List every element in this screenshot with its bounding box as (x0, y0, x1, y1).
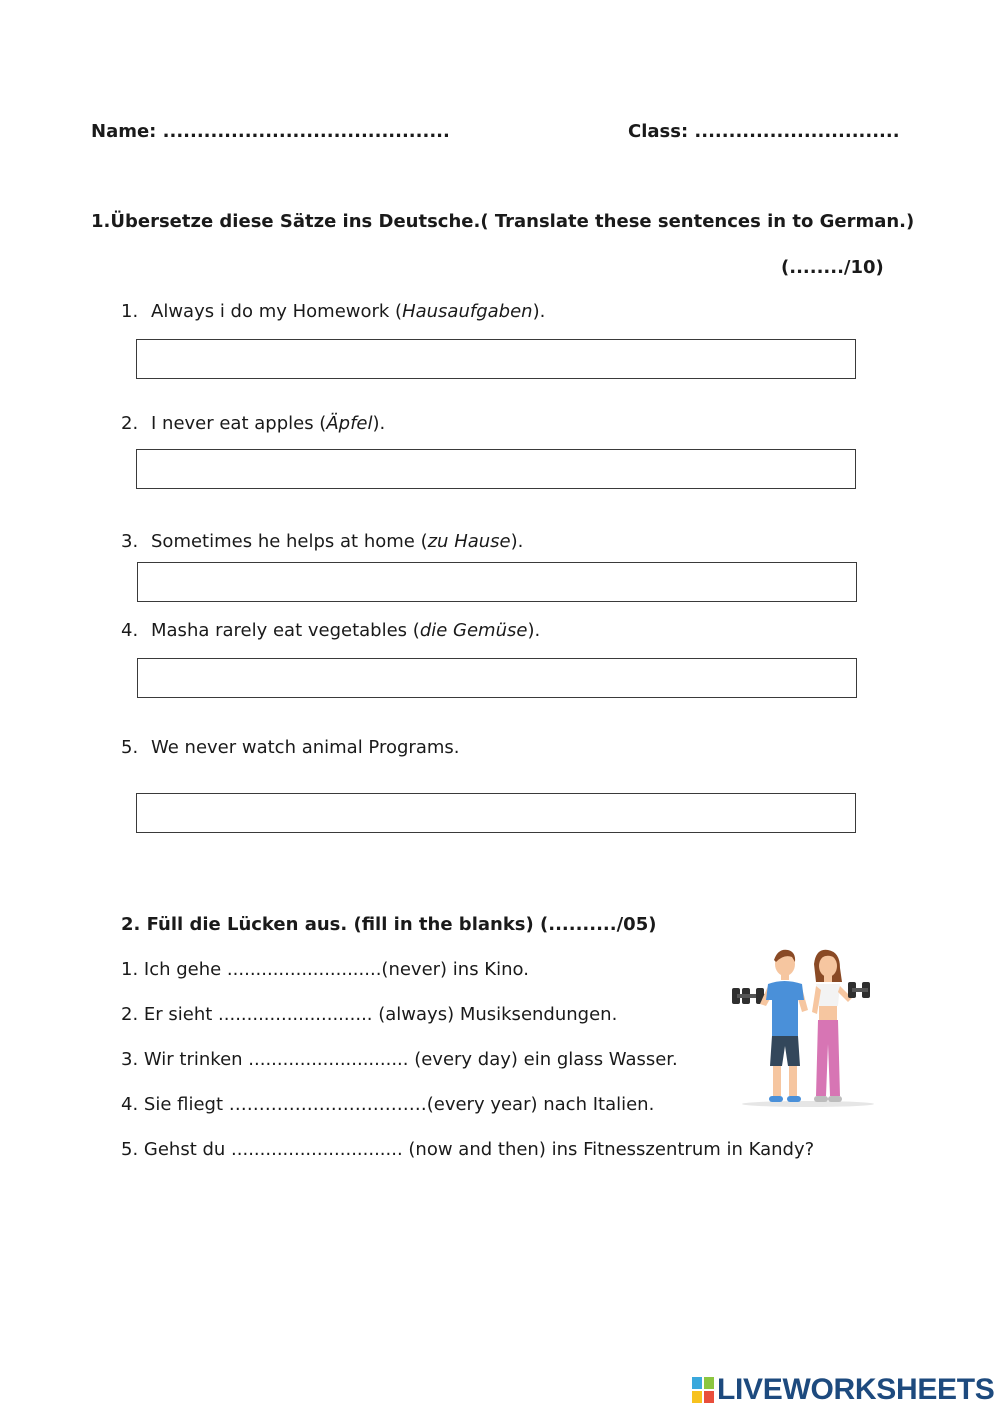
item-hint: Hausaufgaben (402, 301, 533, 322)
item-text-end: ). (532, 301, 546, 322)
answer-box-4[interactable] (137, 658, 857, 698)
liveworksheets-logo (692, 1373, 995, 1407)
answer-box-2[interactable] (136, 449, 856, 489)
item-text: Sometimes he helps at home ( (151, 531, 428, 552)
item-text-end: ). (527, 620, 541, 641)
name-dots: .......................................... (156, 121, 450, 142)
translate-item-4 (121, 620, 540, 641)
blank-item-2: 2. Er sieht ........................... (always) Musiksendungen. (121, 1004, 618, 1025)
translate-item-3 (121, 531, 523, 552)
man-figure (732, 950, 808, 1102)
section2-title: 2. Füll die Lücken aus. (fill in the blanks) (........../05) (121, 914, 657, 935)
translate-item-2 (121, 413, 385, 434)
section1-title: 1.Übersetze diese Sätze ins Deutsche.( Translate these sentences in to German.) (91, 211, 915, 232)
translate-item-5 (121, 737, 459, 758)
item-text: Always i do my Homework ( (151, 301, 403, 322)
item-number: 4. (121, 620, 139, 641)
blank-item-1: 1. Ich gehe ...........................(never) ins Kino. (121, 959, 529, 980)
item-number: 3. (121, 531, 139, 552)
item-number: 5. (121, 737, 139, 758)
liveworksheets-logo-text: LIVEWORKSHEETS (717, 1373, 995, 1406)
item-text-end: ). (510, 531, 524, 552)
item-hint: Äpfel (326, 413, 373, 434)
translate-item-1 (121, 301, 545, 322)
name-field (91, 121, 450, 142)
liveworksheets-logo-mark-icon (692, 1377, 714, 1403)
class-field (628, 121, 900, 142)
item-text: We never watch animal Programs. (151, 737, 460, 758)
class-label: Class: (628, 121, 689, 142)
section1-score: (......../10) (781, 257, 884, 278)
blank-item-4: 4. Sie fliegt ……………………………(every year) nach Italien. (121, 1094, 655, 1115)
item-hint: die Gemüse (419, 620, 528, 641)
item-text: I never eat apples ( (151, 413, 327, 434)
answer-box-3[interactable] (137, 562, 857, 602)
answer-box-1[interactable] (136, 339, 856, 379)
item-text-end: ). (372, 413, 386, 434)
item-text: Masha rarely eat vegetables ( (151, 620, 420, 641)
item-hint: zu Hause (427, 531, 511, 552)
blank-item-5: 5. Gehst du .............................. (now and then) ins Fitnesszentrum in Kandy? (121, 1139, 815, 1160)
answer-box-5[interactable] (136, 793, 856, 833)
item-number: 1. (121, 301, 139, 322)
item-number: 2. (121, 413, 139, 434)
fitness-couple-dumbbells-icon (728, 944, 888, 1109)
class-dots: .............................. (688, 121, 900, 142)
blank-item-3: 3. Wir trinken ............................ (every day) ein glass Wasser. (121, 1049, 678, 1070)
woman-figure (812, 950, 870, 1102)
name-label: Name: (91, 121, 157, 142)
